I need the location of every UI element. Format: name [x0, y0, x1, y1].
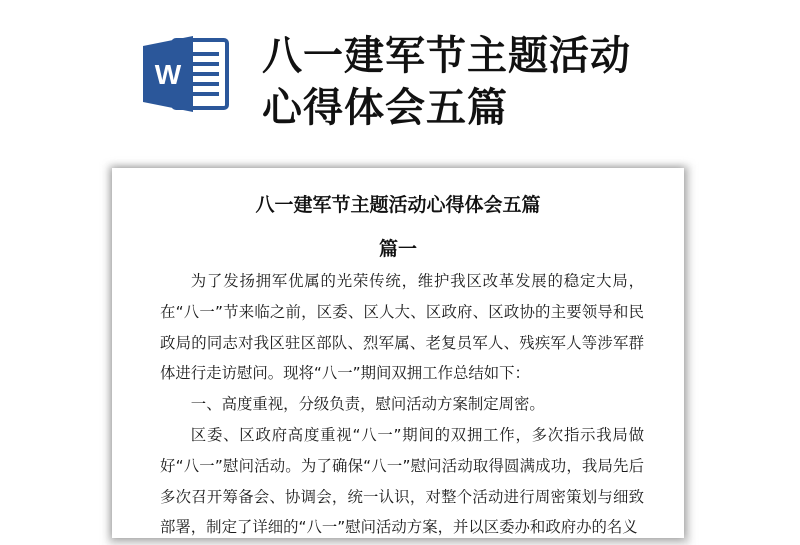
word-icon-letter: W: [154, 59, 182, 90]
header-banner: [0, 0, 800, 150]
document-page: [112, 168, 684, 538]
paragraph-1: 为了发扬拥军优属的光荣传统，维护我区改革发展的稳定大局，在“八一”节来临之前，区委、区人大、区政府、区政协的主要领导和民政局的同志对我区驻区部队、烈军属、老复员军人、残疾军人等涉军群体进行走访慰问。现将“八一”期间双拥工作总结如下：: [160, 272, 644, 383]
title-line-2: 心得体会五篇: [262, 85, 508, 131]
section-heading: 篇一: [378, 238, 417, 260]
paragraph-3: 区委、区政府高度重视“八一”期间的双拥工作，多次指示我局做好“八一”慰问活动。为了确保“八一”慰问活动取得圆满成功，我局先后多次召开筹备会、协调会，统一认识，对整个活动进行周密策划与细致部署，制定了详细的“八一”慰问活动方案，并以区委办和政府办的名义: [160, 425, 644, 537]
paragraph-2: 一、高度重视，分级负责，慰问活动方案制定周密。: [190, 395, 545, 414]
document-body: [160, 266, 644, 543]
title-line-1: 八一建军节主题活动: [262, 33, 631, 79]
document-title: 八一建军节主题活动心得体会五篇: [255, 194, 541, 216]
word-icon: [143, 34, 229, 114]
page-title: [262, 30, 631, 134]
